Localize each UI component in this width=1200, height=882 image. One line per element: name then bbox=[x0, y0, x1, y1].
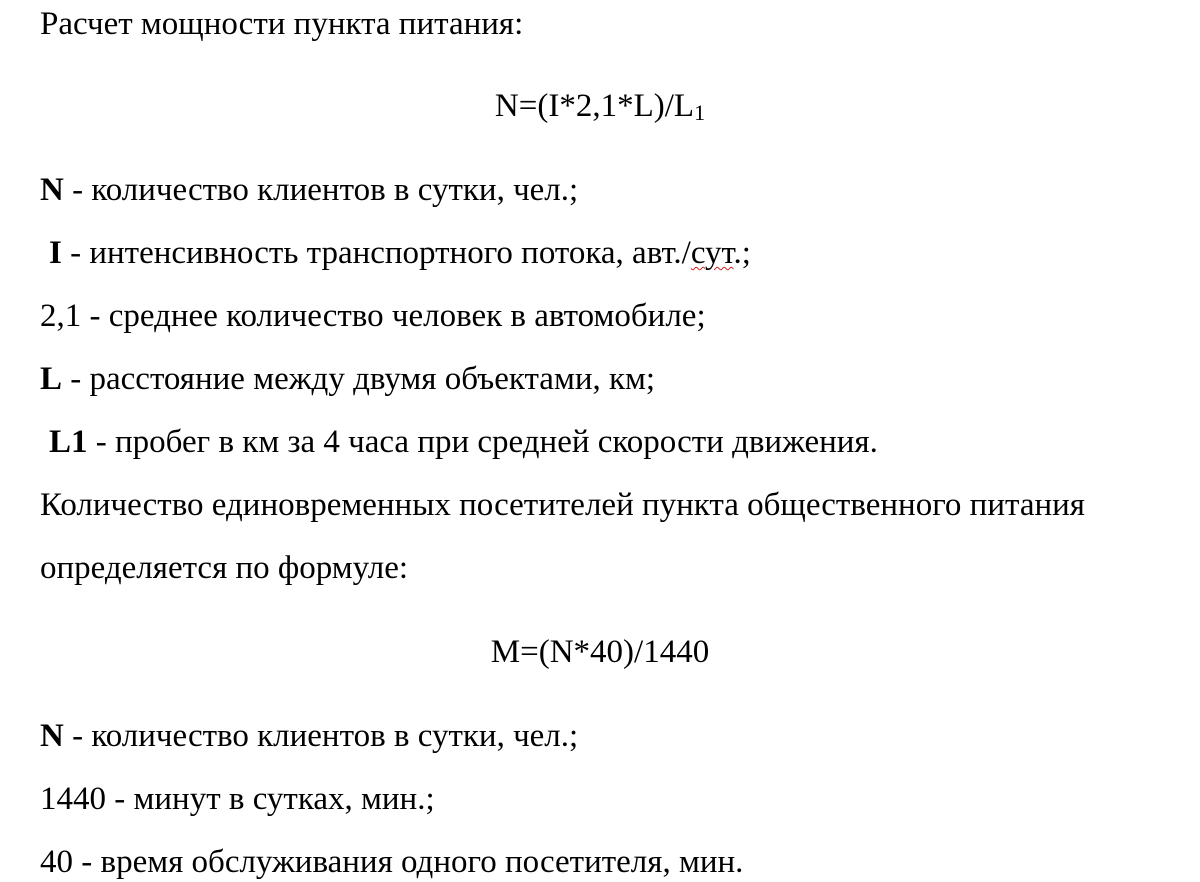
spellcheck-marked-word[interactable]: сут bbox=[690, 235, 734, 271]
legend-text: - количество клиентов в сутки, чел.; bbox=[63, 172, 579, 208]
legend-symbol: N bbox=[40, 718, 64, 754]
paragraph-line-2: определяется по формуле: bbox=[40, 550, 409, 586]
legend-text: 2,1 - среднее количество человек в автомобиле; bbox=[40, 298, 706, 334]
legend-passengers bbox=[40, 296, 706, 336]
legend-l1 bbox=[49, 422, 878, 462]
paragraph-line-1: Количество единовременных посетителей пункта общественного питания bbox=[40, 487, 1085, 523]
legend-text-end: .; bbox=[733, 235, 751, 271]
legend-text: - интенсивность транспортного потока, авт./ bbox=[61, 235, 691, 271]
legend-n bbox=[40, 170, 578, 210]
legend-symbol: L1 bbox=[49, 424, 88, 460]
legend-l bbox=[40, 359, 655, 399]
formula-power-subscript: 1 bbox=[694, 100, 706, 125]
legend-text: 40 - время обслуживания одного посетителя, мин. bbox=[40, 844, 744, 880]
formula-visitors: M=(N*40)/1440 bbox=[490, 634, 710, 670]
formula-power bbox=[0, 86, 1200, 133]
legend-symbol: I bbox=[49, 235, 62, 271]
legend-text: - расстояние между двумя объектами, км; bbox=[62, 361, 656, 397]
legend-symbol: L bbox=[40, 361, 63, 397]
legend-text: - пробег в км за 4 часа при средней скорости движения. bbox=[87, 424, 878, 460]
legend2-minutes bbox=[40, 779, 435, 819]
legend-symbol: N bbox=[40, 172, 64, 208]
legend-text: 1440 - минут в сутках, мин.; bbox=[40, 781, 435, 817]
legend-text: - количество клиентов в сутки, чел.; bbox=[63, 718, 579, 754]
legend-i bbox=[49, 233, 751, 273]
legend2-n bbox=[40, 716, 578, 756]
section-heading: Расчет мощности пункта питания: bbox=[40, 6, 524, 42]
legend2-service-time bbox=[40, 842, 743, 882]
formula-power-main: N=(I*2,1*L)/L bbox=[494, 88, 695, 124]
